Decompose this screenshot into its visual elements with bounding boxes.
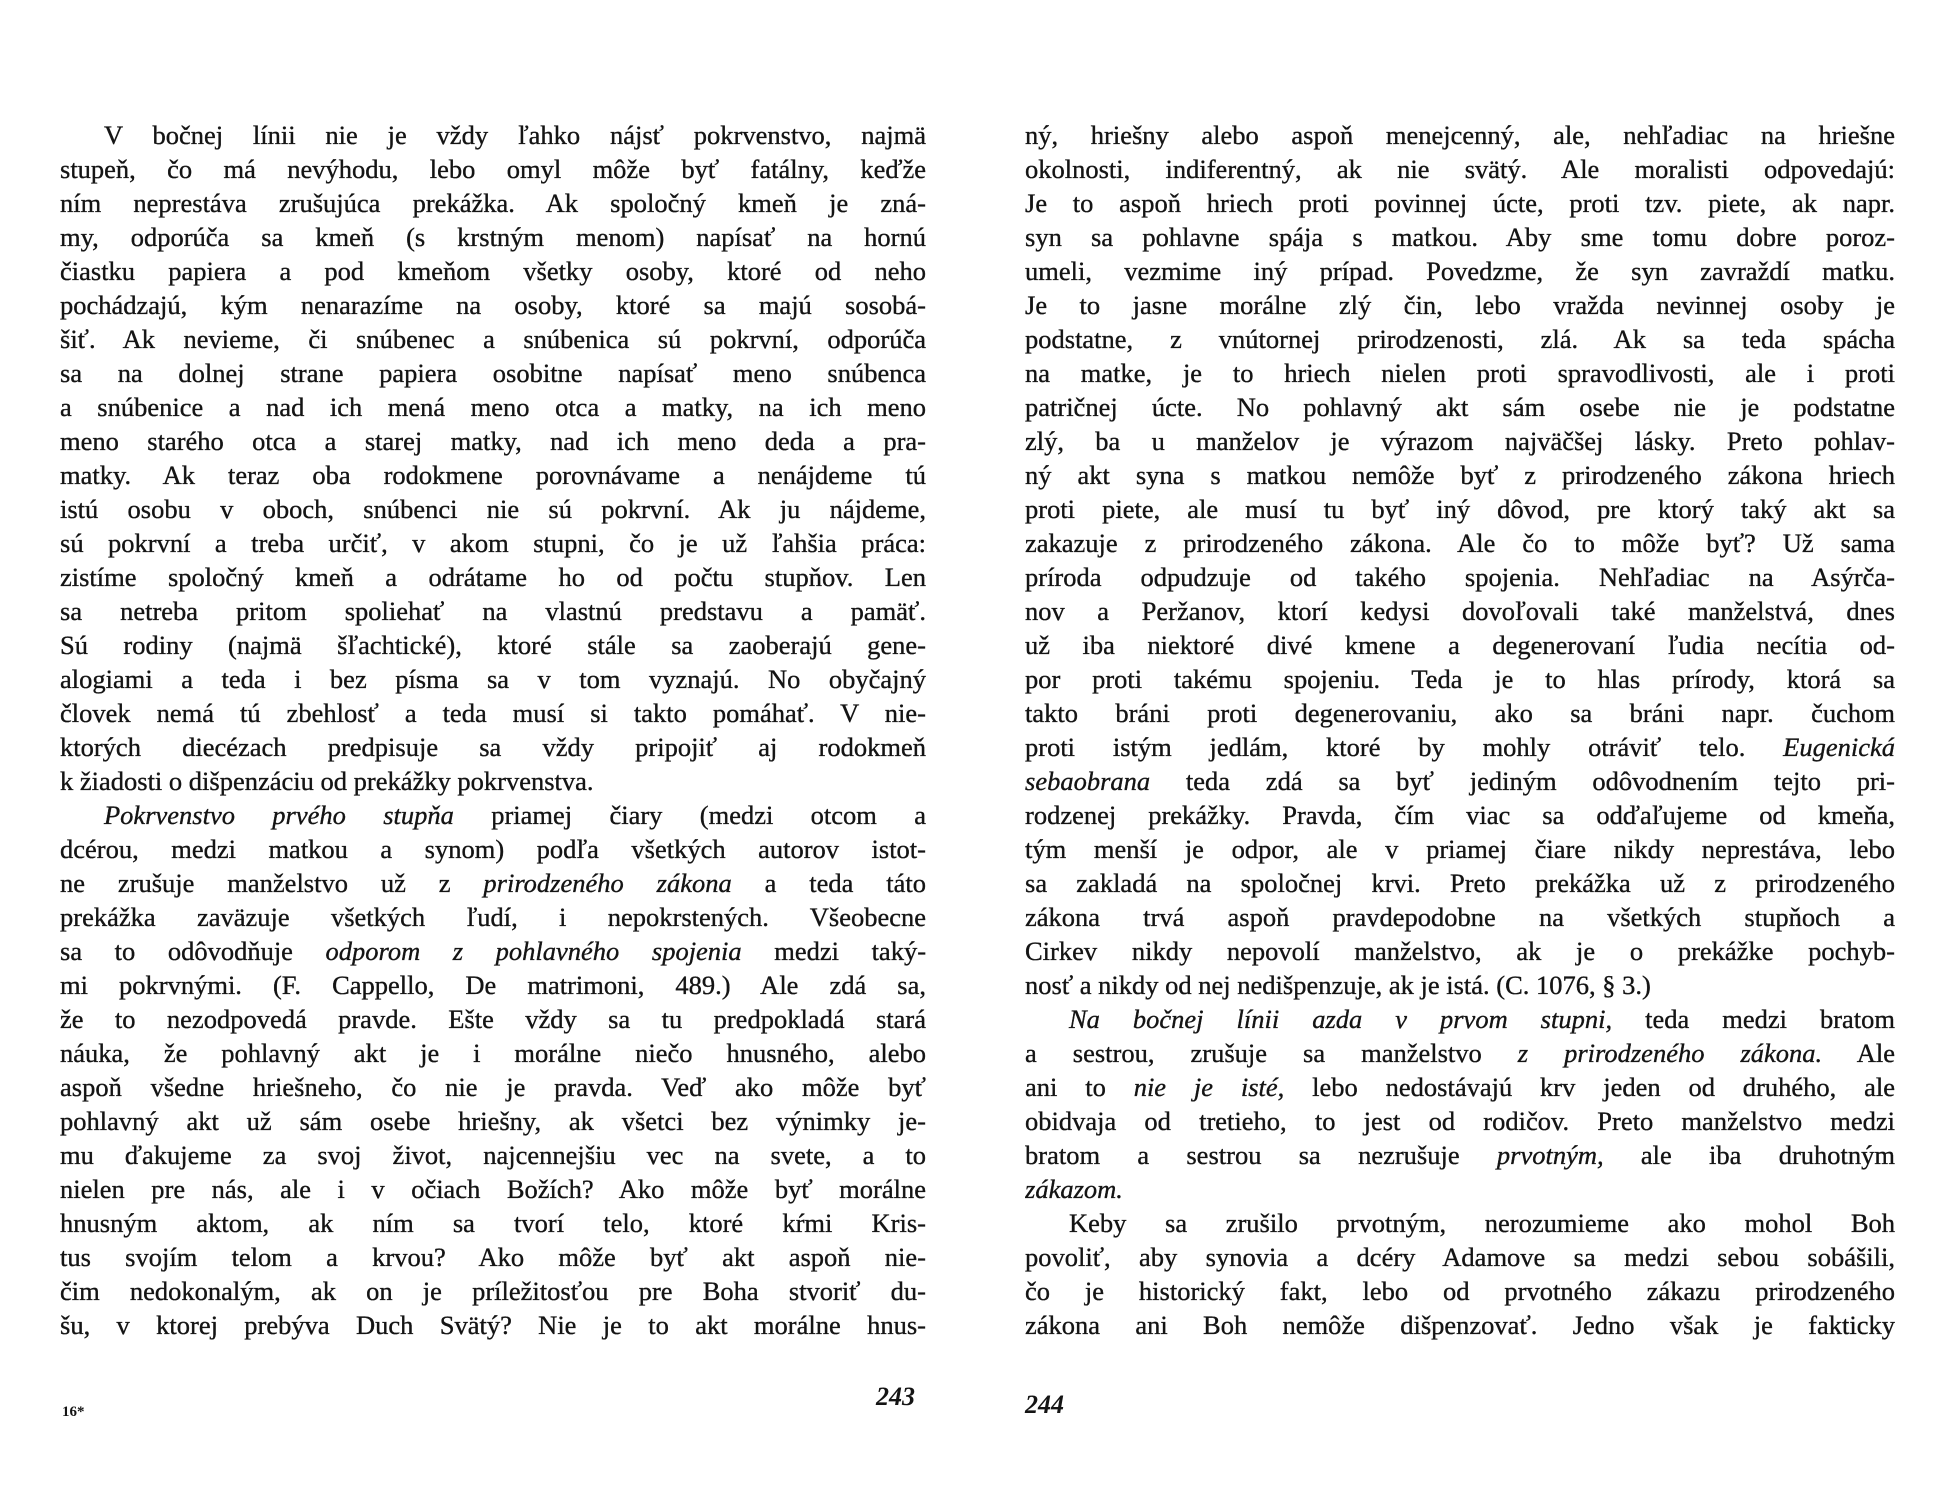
text-line: [60, 356, 926, 390]
paragraph: [60, 118, 926, 798]
text-line: [1025, 424, 1895, 458]
text-run: alogiami a teda i bez písma sa v tom vyznajú. No obyčajný: [60, 664, 926, 694]
text-line: [60, 934, 926, 968]
text-line: [1025, 186, 1895, 220]
text-run: nov a Peržanov, ktorí kedysi dovoľovali také manželstvá, dnes: [1025, 596, 1895, 626]
text-run: lebo nedostávajú krv jeden od druhého, ale: [1284, 1072, 1895, 1102]
text-run: pohlavný akt už sám osebe hriešny, ak všetci bez výnimky je-: [60, 1106, 926, 1136]
text-run: umeli, vezmime iný prípad. Povedzme, že syn zavraždí matku.: [1025, 256, 1895, 286]
text-line: [1025, 1036, 1895, 1070]
text-line: [1025, 526, 1895, 560]
text-run: čo je historický fakt, lebo od prvotného zákazu prirodzeného: [1025, 1276, 1895, 1306]
text-run: bratom a sestrou sa nezrušuje: [1025, 1140, 1497, 1170]
text-line: [1025, 798, 1895, 832]
text-line: [60, 424, 926, 458]
text-line: [60, 1070, 926, 1104]
paragraph: [60, 798, 926, 1342]
italic-text-run: z prirodzeného zákona.: [1517, 1038, 1823, 1068]
text-line: [60, 560, 926, 594]
text-line: [60, 288, 926, 322]
text-line: [60, 254, 926, 288]
text-run: zákona ani Boh nemôže dišpenzovať. Jedno však je fakticky: [1025, 1310, 1895, 1340]
text-line: [1025, 322, 1895, 356]
text-run: zistíme spoločný kmeň a odrátame ho od počtu stupňov. Len: [60, 562, 926, 592]
text-line: [60, 1240, 926, 1274]
text-line: [1025, 968, 1895, 1002]
paragraph: [1025, 118, 1895, 1002]
text-line: [60, 1172, 926, 1206]
text-run: takto bráni proti degenerovaniu, ako sa bráni napr. čuchom: [1025, 698, 1895, 728]
text-line: [60, 662, 926, 696]
text-line: [60, 186, 926, 220]
text-line: [60, 832, 926, 866]
text-line: [1025, 934, 1895, 968]
text-run: stupeň, čo má nevýhodu, lebo omyl môže byť fatálny, keďže: [60, 154, 926, 184]
italic-text-run: prirodzeného zákona: [483, 868, 732, 898]
text-line: [1025, 696, 1895, 730]
text-line: [1025, 492, 1895, 526]
text-line: [60, 798, 926, 832]
text-line: [1025, 118, 1895, 152]
text-line: [1025, 1104, 1895, 1138]
text-run: medzi taký-: [741, 936, 926, 966]
italic-text-run: Eugenická: [1783, 732, 1895, 762]
paragraph: [1025, 1002, 1895, 1206]
text-run: zakazuje z prirodzeného zákona. Ale čo to môže byť? Už sama: [1025, 528, 1895, 558]
paragraph: [1025, 1206, 1895, 1342]
text-line: [1025, 1308, 1895, 1342]
text-run: človek nemá tú zbehlosť a teda musí si takto pomáhať. V nie-: [60, 698, 926, 728]
page-number-right: 244: [1025, 1390, 1064, 1419]
text-line: [60, 1138, 926, 1172]
text-run: nielen pre nás, ale i v očiach Božích? Ako môže byť morálne: [60, 1174, 926, 1204]
text-line: [1025, 1274, 1895, 1308]
text-line: [1025, 1138, 1895, 1172]
text-run: Keby sa zrušilo prvotným, nerozumieme ako mohol Boh: [1069, 1208, 1895, 1238]
text-line: [1025, 1002, 1895, 1036]
text-run: Ale: [1822, 1038, 1895, 1068]
text-run: ani to: [1025, 1072, 1134, 1102]
text-line: [60, 526, 926, 560]
text-line: [60, 458, 926, 492]
text-run: patričnej úcte. No pohlavný akt sám osebe nie je podstatne: [1025, 392, 1895, 422]
text-run: Sú rodiny (najmä šľachtické), ktoré stále sa zaoberajú gene-: [60, 630, 926, 660]
text-line: [60, 1104, 926, 1138]
text-run: a sestrou, zrušuje sa manželstvo: [1025, 1038, 1518, 1068]
text-line: [60, 764, 926, 798]
text-line: [60, 900, 926, 934]
text-line: [1025, 866, 1895, 900]
text-line: [1025, 288, 1895, 322]
text-run: tým menší je odpor, ale v priamej čiare nikdy neprestáva, lebo: [1025, 834, 1895, 864]
right-page-text: [1025, 118, 1895, 1342]
text-run: ale iba druhotným: [1603, 1140, 1895, 1170]
text-run: čiastku papiera a pod kmeňom všetky osoby, ktoré od neho: [60, 256, 926, 286]
text-run: na matke, je to hriech nielen proti spravodlivosti, ale i proti: [1025, 358, 1895, 388]
text-run: proti piete, ale musí tu byť iný dôvod, pre ktorý taký akt sa: [1025, 494, 1895, 524]
text-line: [60, 628, 926, 662]
italic-text-run: odporom z pohlavného spojenia: [325, 936, 742, 966]
text-run: rodzenej prekážky. Pravda, čím viac sa odďaľujeme od kmeňa,: [1025, 800, 1895, 830]
text-run: V bočnej línii nie je vždy ľahko nájsť pokrvenstvo, najmä: [104, 120, 926, 150]
text-line: [1025, 152, 1895, 186]
text-run: obidvaja od tretieho, to jest od rodičov. Preto manželstvo medzi: [1025, 1106, 1895, 1136]
italic-text-run: Pokrvenstvo prvého stupňa: [104, 800, 454, 830]
text-run: ný, hriešny alebo aspoň menejcenný, ale, nehľadiac na hriešne: [1025, 120, 1895, 150]
text-line: [60, 696, 926, 730]
text-run: tus svojím telom a krvou? Ako môže byť akt aspoň nie-: [60, 1242, 926, 1272]
text-run: Cirkev nikdy nepovolí manželstvo, ak je o prekážke pochyb-: [1025, 936, 1895, 966]
text-run: ním neprestáva zrušujúca prekážka. Ak spoločný kmeň je zná-: [60, 188, 926, 218]
text-run: a teda táto: [731, 868, 926, 898]
text-line: [1025, 594, 1895, 628]
italic-text-run: nie je isté,: [1133, 1072, 1285, 1102]
text-run: sa zakladá na spoločnej krvi. Preto prekážka už z prirodzeného: [1025, 868, 1895, 898]
text-line: [1025, 1070, 1895, 1104]
text-line: [1025, 662, 1895, 696]
text-line: [60, 220, 926, 254]
text-line: [60, 1206, 926, 1240]
text-line: [1025, 832, 1895, 866]
italic-text-run: prvotným,: [1496, 1140, 1604, 1170]
text-line: [1025, 1172, 1895, 1206]
text-run: hnusným aktom, ak ním sa tvorí telo, ktoré kŕmi Kris-: [60, 1208, 926, 1238]
text-line: [60, 118, 926, 152]
text-run: príroda odpudzuje od takého spojenia. Nehľadiac na Asýrča-: [1025, 562, 1895, 592]
text-run: okolnosti, indiferentný, ak nie svätý. Ale moralisti odpovedajú:: [1025, 154, 1895, 184]
text-run: mu ďakujeme za svoj život, najcennejšiu vec na svete, a to: [60, 1140, 926, 1170]
text-line: [1025, 220, 1895, 254]
text-line: [1025, 900, 1895, 934]
text-line: [1025, 356, 1895, 390]
text-run: Je to aspoň hriech proti povinnej úcte, proti tzv. piete, ak napr.: [1025, 188, 1895, 218]
text-run: zákona trvá aspoň pravdepodobne na všetkých stupňoch a: [1025, 902, 1895, 932]
text-run: Je to jasne morálne zlý čin, lebo vražda nevinnej osoby je: [1025, 290, 1895, 320]
page-number-left: 243: [876, 1382, 915, 1411]
text-run: že to nezodpovedá pravde. Ešte vždy sa tu predpokladá stará: [60, 1004, 926, 1034]
text-run: podstatne, z vnútornej prirodzenosti, zlá. Ak sa teda spácha: [1025, 324, 1895, 354]
text-run: por proti takému spojeniu. Teda je to hlas prírody, ktorá sa: [1025, 664, 1895, 694]
text-run: mi pokrvnými. (F. Cappello, De matrimoni, 489.) Ale zdá sa,: [60, 970, 926, 1000]
text-line: [1025, 560, 1895, 594]
italic-text-run: Na bočnej línii azda v prvom stupni,: [1069, 1004, 1613, 1034]
signature-mark: 16*: [62, 1404, 85, 1420]
text-run: dcérou, medzi matkou a synom) podľa všetkých autorov istot-: [60, 834, 926, 864]
text-line: [60, 1036, 926, 1070]
text-run: ne zrušuje manželstvo už z: [60, 868, 484, 898]
text-line: [60, 492, 926, 526]
text-run: nosť a nikdy od nej nedišpenzuje, ak je istá. (C. 1076, § 3.): [1025, 970, 1651, 1000]
text-line: [1025, 764, 1895, 798]
italic-text-run: sebaobrana: [1025, 766, 1151, 796]
text-line: [1025, 458, 1895, 492]
text-run: meno starého otca a starej matky, nad ich meno deda a pra-: [60, 426, 926, 456]
text-run: ný akt syna s matkou nemôže byť z prirodzeného zákona hriech: [1025, 460, 1895, 490]
text-line: [60, 390, 926, 424]
text-line: [1025, 254, 1895, 288]
left-page-text: [60, 118, 926, 1342]
text-line: [1025, 628, 1895, 662]
text-line: [60, 866, 926, 900]
text-line: [60, 1308, 926, 1342]
italic-text-run: zákazom.: [1025, 1174, 1123, 1204]
text-run: syn sa pohlavne spája s matkou. Aby sme tomu dobre poroz-: [1025, 222, 1895, 252]
text-run: náuka, že pohlavný akt je i morálne niečo hnusného, alebo: [60, 1038, 926, 1068]
text-run: ktorých diecézach predpisuje sa vždy pripojiť aj rodokmeň: [60, 732, 926, 762]
text-run: proti istým jedlám, ktoré by mohly otráviť telo.: [1025, 732, 1784, 762]
text-run: sa netreba pritom spoliehať na vlastnú predstavu a pamäť.: [60, 596, 926, 626]
text-run: teda zdá sa byť jediným odôvodnením tejto pri-: [1150, 766, 1895, 796]
text-line: [60, 730, 926, 764]
text-run: prekážka zaväzuje všetkých ľudí, i nepokrstených. Všeobecne: [60, 902, 926, 932]
text-run: zlý, ba u manželov je výrazom najväčšej lásky. Preto pohlav-: [1025, 426, 1895, 456]
text-run: istú osobu v oboch, snúbenci nie sú pokrvní. Ak ju nájdeme,: [60, 494, 926, 524]
text-run: a snúbenice a nad ich mená meno otca a matky, na ich meno: [60, 392, 926, 422]
text-run: čim nedokonalým, ak on je príležitosťou pre Boha stvoriť du-: [60, 1276, 926, 1306]
text-run: už iba niektoré divé kmene a degenerovaní ľudia necítia od-: [1025, 630, 1895, 660]
text-run: sú pokrvní a treba určiť, v akom stupni, čo je už ľahšia práca:: [60, 528, 926, 558]
text-run: povoliť, aby synovia a dcéry Adamove sa medzi sebou sobášili,: [1025, 1242, 1895, 1272]
text-run: priamej čiary (medzi otcom a: [453, 800, 926, 830]
text-run: my, odporúča sa kmeň (s krstným menom) napísať na hornú: [60, 222, 926, 252]
text-run: šu, v ktorej prebýva Duch Svätý? Nie je to akt morálne hnus-: [60, 1310, 926, 1340]
text-line: [60, 152, 926, 186]
text-line: [1025, 1240, 1895, 1274]
text-run: sa to odôvodňuje: [60, 936, 326, 966]
text-line: [1025, 730, 1895, 764]
text-line: [60, 968, 926, 1002]
text-line: [60, 594, 926, 628]
text-line: [60, 1274, 926, 1308]
text-line: [1025, 1206, 1895, 1240]
text-line: [60, 322, 926, 356]
text-line: [1025, 390, 1895, 424]
text-run: sa na dolnej strane papiera osobitne napísať meno snúbenca: [60, 358, 926, 388]
text-line: [60, 1002, 926, 1036]
text-run: pochádzajú, kým nenarazíme na osoby, ktoré sa majú sosobá-: [60, 290, 926, 320]
text-run: k žiadosti o dišpenzáciu od prekážky pokrvenstva.: [60, 766, 594, 796]
text-run: teda medzi bratom: [1612, 1004, 1895, 1034]
text-run: matky. Ak teraz oba rodokmene porovnávame a nenájdeme tú: [60, 460, 926, 490]
text-run: aspoň všedne hriešneho, čo nie je pravda. Veď ako môže byť: [60, 1072, 926, 1102]
text-run: šiť. Ak nevieme, či snúbenec a snúbenica sú pokrvní, odporúča: [60, 324, 926, 354]
